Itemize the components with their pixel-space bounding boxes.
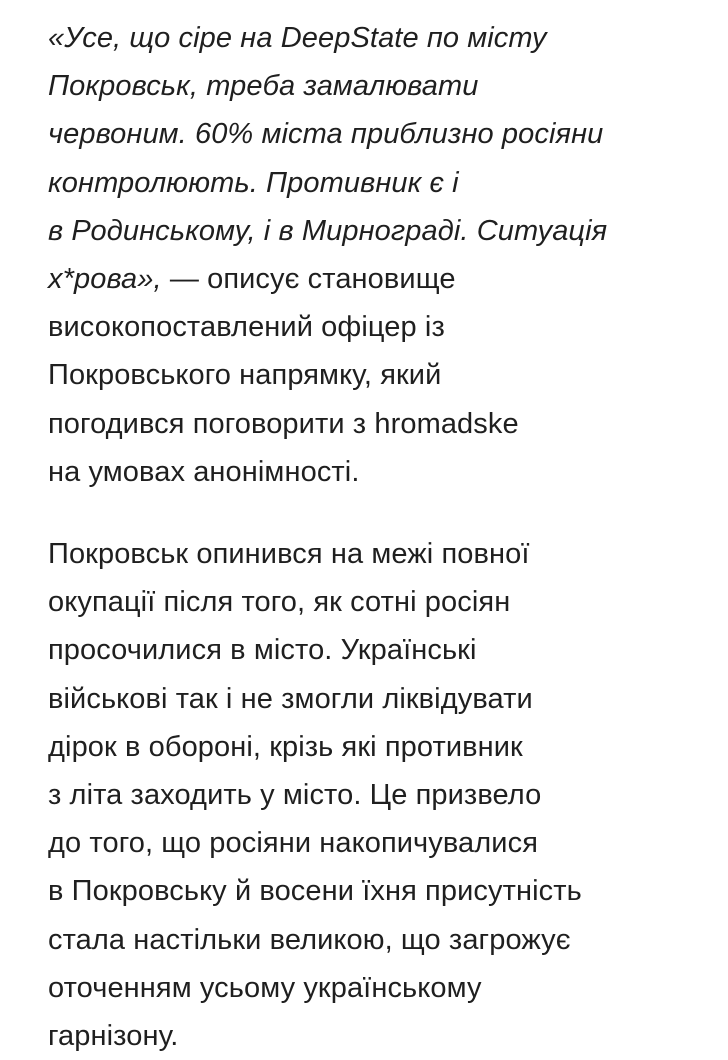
body-text: погодився поговорити з hromadske xyxy=(48,407,519,440)
text-line xyxy=(48,14,708,62)
quote-text: «Усе, що сіре на DeepState по місту xyxy=(48,22,547,54)
quote-text: червоним. 60% міста приблизно росіяни xyxy=(48,118,604,151)
body-text: окупації після того, як сотні росіян xyxy=(48,586,511,619)
text-line xyxy=(48,819,708,867)
paragraph-quote xyxy=(48,14,708,496)
text-line xyxy=(48,351,708,399)
text-line xyxy=(48,723,708,771)
text-line xyxy=(48,916,708,964)
text-line xyxy=(48,771,708,819)
text-line xyxy=(48,626,708,674)
body-text: — описує становище xyxy=(161,263,456,296)
text-line xyxy=(48,110,708,158)
body-text: дірок в обороні, крізь які противник xyxy=(48,730,523,763)
text-line xyxy=(48,530,708,578)
text-line xyxy=(48,207,708,255)
quote-text: х*рова», xyxy=(48,263,162,296)
text-line xyxy=(48,578,708,626)
body-text: з літа заходить у місто. Це призвело xyxy=(48,779,542,812)
paragraph-body xyxy=(48,530,708,1060)
text-line xyxy=(48,867,708,915)
body-text: високопоставлений офіцер із xyxy=(48,311,445,344)
text-line xyxy=(48,448,708,496)
text-line xyxy=(48,62,708,110)
body-text: в Покровську й восени їхня присутність xyxy=(48,875,582,908)
body-text: до того, що росіяни накопичувалися xyxy=(48,827,538,860)
text-line xyxy=(48,964,708,1012)
quote-text: в Родинському, і в Мирнограді. Ситуація xyxy=(48,214,608,247)
text-line xyxy=(48,1012,708,1060)
body-text: на умовах анонімності. xyxy=(48,455,360,488)
quote-text: контролюють. Противник є і xyxy=(48,166,459,199)
body-text: просочилися в місто. Українські xyxy=(48,634,477,667)
body-text: гарнізону. xyxy=(48,1020,179,1053)
text-line xyxy=(48,675,708,723)
text-line xyxy=(48,303,708,351)
text-line xyxy=(48,159,708,207)
quote-text: Покровськ, треба замалювати xyxy=(48,70,479,103)
body-text: стала настільки великою, що загрожує xyxy=(48,923,571,956)
body-text: Покровськ опинився на межі повної xyxy=(48,538,530,571)
text-line xyxy=(48,400,708,448)
body-text: Покровського напрямку, який xyxy=(48,359,442,392)
body-text: військові так і не змогли ліквідувати xyxy=(48,682,533,715)
body-text: оточенням усьому українському xyxy=(48,971,482,1004)
text-line xyxy=(48,255,708,303)
